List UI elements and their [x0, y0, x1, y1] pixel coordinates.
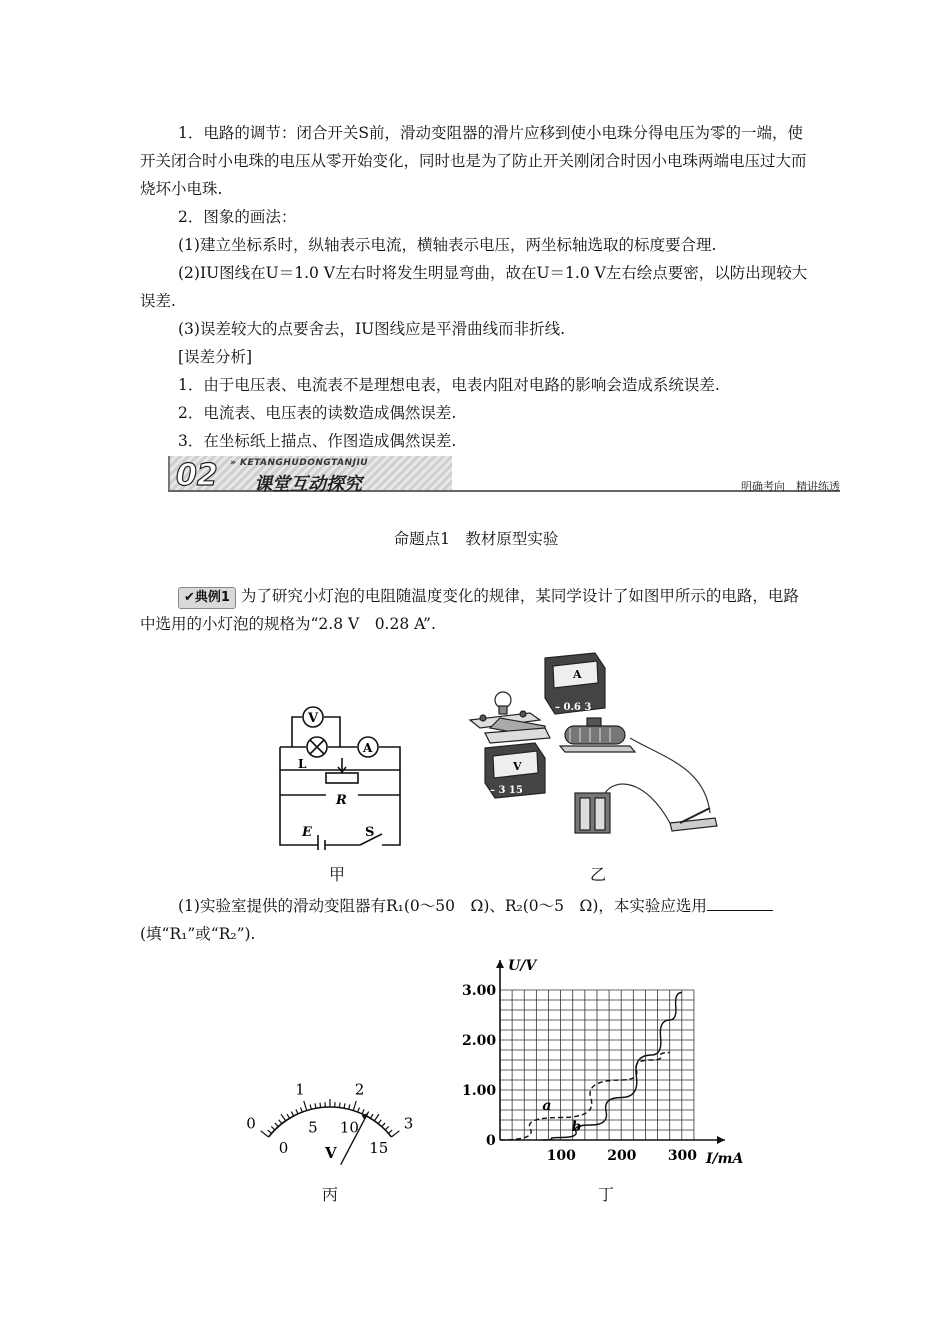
meter-tick	[291, 1112, 293, 1116]
caption-jia: 甲	[329, 865, 346, 884]
banner-english: » KETANGHUDONGTANJIU	[230, 458, 369, 468]
battery-symbol	[318, 835, 325, 850]
meter-top-label: 0	[246, 1114, 256, 1133]
meter-tick	[275, 1123, 278, 1127]
chart-axes	[496, 960, 725, 1144]
caption-ding: 丁	[598, 1185, 615, 1204]
x-tick-label: 300	[667, 1148, 698, 1164]
banner-subtitle: 明确考向 精讲练透	[741, 480, 840, 493]
y-tick-label: 0	[486, 1133, 496, 1149]
meter-tick	[344, 1103, 345, 1108]
chart-series	[500, 993, 682, 1141]
meter-bottom-label: 5	[308, 1118, 318, 1137]
y-axis-arrow	[496, 960, 504, 968]
rheostat-coil	[565, 726, 625, 744]
wire-bottom-left	[280, 795, 318, 845]
y-tick-label: 2.00	[462, 1033, 497, 1049]
para-graph-1: (1)建立坐标系时，纵轴表示电流，横轴表示电压，两坐标轴选取的标度要合理.	[178, 236, 717, 254]
meter-tick	[362, 1109, 364, 1114]
meter-tick	[339, 1103, 340, 1108]
meter-top-label: 3	[403, 1114, 414, 1133]
rheostat-symbol	[326, 773, 358, 783]
voltmeter-scale: – 3 15	[490, 785, 523, 796]
meter-tick	[268, 1130, 272, 1133]
meter-tick	[385, 1126, 389, 1130]
x-axis-arrow	[717, 1136, 725, 1144]
x-tick-label: 200	[607, 1148, 637, 1164]
banner-number: 02	[176, 458, 218, 493]
caption-bing: 丙	[322, 1185, 339, 1204]
ammeter-lead-plate	[485, 728, 550, 743]
para-graph-2: (2)IU图线在U＝1.0 V左右时将发生明显弯曲，故在U＝1.0 V左右绘点要密，以防出现较大误差.	[140, 264, 808, 310]
meter-tick	[353, 1101, 356, 1111]
caption-yi: 乙	[590, 865, 607, 884]
meter-bottom-label: 0	[278, 1139, 289, 1158]
meter-tick	[378, 1120, 381, 1124]
lamp-cross	[310, 740, 324, 754]
battery-cell-right	[595, 798, 605, 830]
meter-tick	[296, 1109, 298, 1114]
rheostat-base	[560, 746, 635, 752]
meter-tick	[287, 1114, 290, 1118]
meter-top-label: 2	[354, 1080, 365, 1099]
section-title: 命题点1 教材原型实验	[393, 530, 559, 548]
battery-cell-left	[580, 798, 590, 830]
section-banner	[168, 456, 840, 495]
curve-label-b: b	[571, 1119, 582, 1135]
meter-tick	[301, 1107, 303, 1112]
ammeter-scale: – 0.6 3	[555, 702, 592, 713]
meter-tick	[315, 1103, 316, 1108]
para-error-2: 2．电流表、电压表的读数造成偶然误差.	[178, 404, 457, 422]
para-graph-method: 2．图象的画法：	[178, 208, 297, 226]
wire-v-left	[292, 717, 302, 747]
meter-tick	[310, 1104, 311, 1109]
meter-tick	[320, 1103, 321, 1108]
meter-tick	[279, 1120, 282, 1124]
para-error-heading: [误差分析]	[178, 348, 253, 366]
y-tick-label: 1.00	[462, 1083, 497, 1099]
answer-blank[interactable]	[707, 894, 773, 911]
meter-tick	[388, 1130, 392, 1133]
meter-dial	[235, 1070, 425, 1170]
label-e: E	[302, 825, 312, 840]
para-error-3: 3．在坐标纸上描点、作图造成偶然误差.	[178, 432, 457, 450]
meter-tick	[261, 1131, 269, 1137]
label-a: A	[363, 741, 373, 755]
example-1	[140, 582, 812, 638]
label-l: L	[298, 757, 307, 771]
meter-tick	[370, 1114, 373, 1118]
apparatus-illustration	[465, 648, 720, 843]
question-1-text: (1)实验室提供的滑动变阻器有R₁(0～50 Ω)、R₂(0～5 Ω)，本实验应选用	[178, 897, 707, 915]
para-circuit-adjust: 1．电路的调节：闭合开关S前，滑动变阻器的滑片应移到使小电珠分得电压为零的一端，使开关闭合时小电珠的电压从零开始变化，同时也是为了防止开关刚闭合时因小电珠两端电压过大而烧坏小电珠.	[140, 124, 807, 198]
rheostat-slider-knob	[587, 718, 601, 726]
meter-tick	[374, 1114, 379, 1121]
meter-tick	[358, 1107, 360, 1112]
meter-tick	[281, 1114, 286, 1121]
question-1-hint: (填“R₁”或“R₂”).	[140, 925, 256, 943]
question-1	[140, 892, 812, 920]
example-badge: ✔典例1	[178, 587, 236, 609]
wire-rheostat-switch	[630, 738, 710, 813]
meter-unit: V	[325, 1144, 337, 1162]
wire-battery-switch	[605, 784, 670, 823]
label-r: R	[336, 793, 347, 808]
meter-tick	[382, 1123, 385, 1127]
meter-bottom-label: 10	[339, 1118, 359, 1137]
lamp-terminal-left	[480, 715, 486, 721]
meter-tick	[391, 1131, 399, 1137]
ammeter-label: A	[573, 668, 582, 681]
x-axis-label: I/mA	[706, 1151, 744, 1167]
banner-title: 课堂互动探究	[254, 474, 362, 495]
example-text: 为了研究小灯泡的电阻随温度变化的规律，某同学设计了如图甲所示的电路，电路中选用的小灯泡的规格为“2.8 V 0.28 A”.	[140, 587, 799, 633]
lamp-socket	[499, 706, 507, 714]
curve-label-a: a	[542, 1098, 552, 1114]
meter-tick	[271, 1126, 275, 1130]
y-axis-label: U/V	[508, 958, 537, 974]
meter-top-label: 1	[295, 1080, 305, 1099]
label-v: V	[308, 711, 319, 726]
voltmeter-label: V	[513, 760, 522, 773]
circuit-diagram	[270, 700, 410, 850]
para-graph-3: (3)误差较大的点要舍去，IU图线应是平滑曲线而非折线.	[178, 320, 566, 338]
u-i-chart	[460, 950, 760, 1175]
chart-grid	[500, 990, 694, 1140]
meter-tick	[349, 1104, 350, 1109]
x-tick-label: 100	[546, 1148, 576, 1164]
series-solid-line	[542, 993, 681, 1141]
meter-arc	[269, 1107, 392, 1137]
meter-bottom-label: 15	[369, 1139, 389, 1158]
lamp-terminal-right	[520, 711, 526, 717]
y-tick-label: 3.00	[462, 983, 497, 999]
switch-base	[670, 818, 717, 831]
meter-tick	[304, 1101, 307, 1111]
para-error-1: 1．由于电压表、电流表不是理想电表，电表内阻对电路的影响会造成系统误差.	[178, 376, 720, 394]
meter-ticks	[261, 1099, 400, 1137]
label-s: S	[365, 825, 375, 840]
